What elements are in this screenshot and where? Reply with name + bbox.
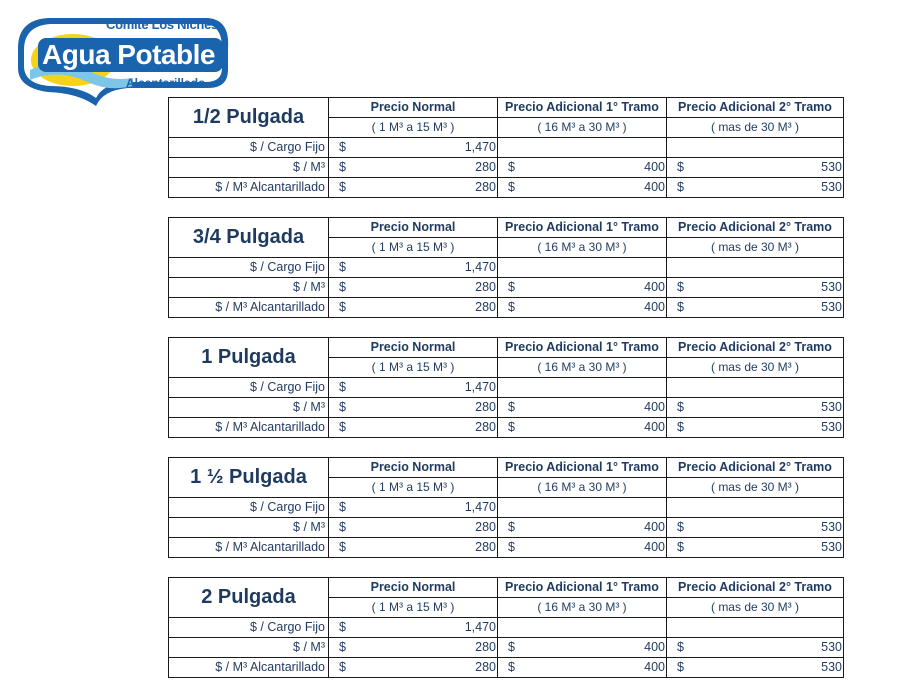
value: 530 <box>821 660 842 674</box>
cell-alc-normal <box>329 418 498 438</box>
value: 400 <box>644 540 665 554</box>
label-m3: $ / M³ <box>169 518 329 538</box>
value: 400 <box>644 660 665 674</box>
cell-empty <box>498 138 667 158</box>
currency-symbol: $ <box>339 500 346 514</box>
subheader-precio-normal: ( 1 M³ a 15 M³ ) <box>329 598 498 618</box>
label-m3: $ / M³ <box>169 638 329 658</box>
row-cargo-fijo <box>169 618 844 638</box>
header-adicional-2: Precio Adicional 2° Tramo <box>667 98 844 118</box>
currency-symbol: $ <box>677 640 684 654</box>
cell-empty <box>498 378 667 398</box>
currency-symbol: $ <box>339 300 346 314</box>
label-m3: $ / M³ <box>169 398 329 418</box>
subheader-adicional-2: ( mas de 30 M³ ) <box>667 478 844 498</box>
agua-potable-logo <box>8 8 233 108</box>
cell-cargo-fijo <box>329 498 498 518</box>
value: 530 <box>821 300 842 314</box>
value: 280 <box>475 540 496 554</box>
table-title: 1 Pulgada <box>169 338 329 378</box>
value: 280 <box>475 660 496 674</box>
cell-alc-normal <box>329 538 498 558</box>
currency-symbol: $ <box>339 260 346 274</box>
value: 400 <box>644 300 665 314</box>
currency-symbol: $ <box>677 300 684 314</box>
cell-alc-tramo2 <box>667 298 844 318</box>
currency-symbol: $ <box>508 640 515 654</box>
cell-empty <box>667 378 844 398</box>
cell-m3-normal <box>329 398 498 418</box>
value: 280 <box>475 640 496 654</box>
currency-symbol: $ <box>339 640 346 654</box>
currency-symbol: $ <box>677 420 684 434</box>
value: 1,470 <box>464 380 496 394</box>
value: 280 <box>475 280 496 294</box>
cell-cargo-fijo <box>329 258 498 278</box>
cell-alc-tramo2 <box>667 538 844 558</box>
label-alcantarillado: $ / M³ Alcantarillado <box>169 418 329 438</box>
label-alcantarillado: $ / M³ Alcantarillado <box>169 538 329 558</box>
currency-symbol: $ <box>677 400 684 414</box>
label-m3: $ / M³ <box>169 278 329 298</box>
cell-empty <box>667 258 844 278</box>
currency-symbol: $ <box>339 660 346 674</box>
currency-symbol: $ <box>339 140 346 154</box>
currency-symbol: $ <box>508 280 515 294</box>
cell-m3-normal <box>329 638 498 658</box>
cell-cargo-fijo <box>329 378 498 398</box>
subheader-precio-normal: ( 1 M³ a 15 M³ ) <box>329 118 498 138</box>
cell-m3-tramo2 <box>667 278 844 298</box>
value: 1,470 <box>464 620 496 634</box>
value: 530 <box>821 420 842 434</box>
currency-symbol: $ <box>339 620 346 634</box>
currency-symbol: $ <box>339 400 346 414</box>
currency-symbol: $ <box>677 520 684 534</box>
subheader-adicional-1: ( 16 M³ a 30 M³ ) <box>498 598 667 618</box>
header-adicional-2: Precio Adicional 2° Tramo <box>667 458 844 478</box>
label-cargo-fijo: $ / Cargo Fijo <box>169 378 329 398</box>
currency-symbol: $ <box>508 520 515 534</box>
logo-top-text: Comité Los Niches <box>106 17 218 32</box>
currency-symbol: $ <box>677 280 684 294</box>
subheader-adicional-2: ( mas de 30 M³ ) <box>667 118 844 138</box>
row-alcantarillado <box>169 298 844 318</box>
cell-alc-tramo1 <box>498 418 667 438</box>
cell-m3-tramo1 <box>498 398 667 418</box>
row-alcantarillado <box>169 658 844 678</box>
currency-symbol: $ <box>677 180 684 194</box>
header-adicional-1: Precio Adicional 1° Tramo <box>498 578 667 598</box>
price-table <box>168 97 844 198</box>
logo-main-text: Agua Potable <box>42 39 215 70</box>
value: 530 <box>821 280 842 294</box>
cell-alc-tramo1 <box>498 658 667 678</box>
price-table <box>168 217 844 318</box>
header-adicional-2: Precio Adicional 2° Tramo <box>667 338 844 358</box>
cell-m3-tramo2 <box>667 158 844 178</box>
value: 280 <box>475 420 496 434</box>
header-adicional-1: Precio Adicional 1° Tramo <box>498 458 667 478</box>
value: 400 <box>644 180 665 194</box>
subheader-precio-normal: ( 1 M³ a 15 M³ ) <box>329 478 498 498</box>
value: 530 <box>821 160 842 174</box>
price-table <box>168 457 844 558</box>
currency-symbol: $ <box>508 400 515 414</box>
cell-alc-tramo1 <box>498 538 667 558</box>
subheader-adicional-1: ( 16 M³ a 30 M³ ) <box>498 238 667 258</box>
currency-symbol: $ <box>508 160 515 174</box>
cell-cargo-fijo <box>329 618 498 638</box>
subheader-adicional-2: ( mas de 30 M³ ) <box>667 238 844 258</box>
currency-symbol: $ <box>508 420 515 434</box>
cell-empty <box>498 618 667 638</box>
cell-alc-tramo2 <box>667 418 844 438</box>
currency-symbol: $ <box>339 280 346 294</box>
cell-alc-tramo1 <box>498 298 667 318</box>
cell-empty <box>498 498 667 518</box>
price-table <box>168 337 844 438</box>
cell-alc-tramo2 <box>667 658 844 678</box>
value: 400 <box>644 640 665 654</box>
currency-symbol: $ <box>677 160 684 174</box>
value: 530 <box>821 640 842 654</box>
row-m3 <box>169 638 844 658</box>
cell-alc-normal <box>329 178 498 198</box>
currency-symbol: $ <box>339 380 346 394</box>
cell-alc-tramo1 <box>498 178 667 198</box>
currency-symbol: $ <box>677 660 684 674</box>
cell-alc-tramo2 <box>667 178 844 198</box>
label-cargo-fijo: $ / Cargo Fijo <box>169 498 329 518</box>
row-m3 <box>169 398 844 418</box>
cell-m3-tramo1 <box>498 638 667 658</box>
value: 280 <box>475 520 496 534</box>
currency-symbol: $ <box>677 540 684 554</box>
currency-symbol: $ <box>339 540 346 554</box>
row-alcantarillado <box>169 178 844 198</box>
header-precio-normal: Precio Normal <box>329 458 498 478</box>
cell-m3-tramo2 <box>667 638 844 658</box>
value: 400 <box>644 400 665 414</box>
subheader-precio-normal: ( 1 M³ a 15 M³ ) <box>329 238 498 258</box>
currency-symbol: $ <box>339 180 346 194</box>
table-title: 2 Pulgada <box>169 578 329 618</box>
cell-m3-tramo1 <box>498 278 667 298</box>
row-m3 <box>169 158 844 178</box>
cell-alc-normal <box>329 658 498 678</box>
subheader-precio-normal: ( 1 M³ a 15 M³ ) <box>329 358 498 378</box>
cell-m3-tramo1 <box>498 158 667 178</box>
row-m3 <box>169 518 844 538</box>
value: 400 <box>644 520 665 534</box>
label-alcantarillado: $ / M³ Alcantarillado <box>169 658 329 678</box>
cell-m3-tramo2 <box>667 518 844 538</box>
table-title: 1/2 Pulgada <box>169 98 329 138</box>
value: 1,470 <box>464 140 496 154</box>
header-adicional-2: Precio Adicional 2° Tramo <box>667 218 844 238</box>
value: 280 <box>475 180 496 194</box>
subheader-adicional-2: ( mas de 30 M³ ) <box>667 598 844 618</box>
value: 530 <box>821 540 842 554</box>
cell-m3-normal <box>329 518 498 538</box>
label-m3: $ / M³ <box>169 158 329 178</box>
currency-symbol: $ <box>339 160 346 174</box>
subheader-adicional-1: ( 16 M³ a 30 M³ ) <box>498 358 667 378</box>
value: 530 <box>821 520 842 534</box>
table-title: 1 ½ Pulgada <box>169 458 329 498</box>
currency-symbol: $ <box>508 180 515 194</box>
header-adicional-1: Precio Adicional 1° Tramo <box>498 218 667 238</box>
label-alcantarillado: $ / M³ Alcantarillado <box>169 298 329 318</box>
currency-symbol: $ <box>508 300 515 314</box>
cell-alc-normal <box>329 298 498 318</box>
header-precio-normal: Precio Normal <box>329 218 498 238</box>
row-cargo-fijo <box>169 258 844 278</box>
cell-empty <box>667 618 844 638</box>
value: 280 <box>475 160 496 174</box>
label-alcantarillado: $ / M³ Alcantarillado <box>169 178 329 198</box>
header-adicional-1: Precio Adicional 1° Tramo <box>498 338 667 358</box>
subheader-adicional-2: ( mas de 30 M³ ) <box>667 358 844 378</box>
currency-symbol: $ <box>339 420 346 434</box>
value: 400 <box>644 280 665 294</box>
value: 530 <box>821 180 842 194</box>
row-alcantarillado <box>169 538 844 558</box>
cell-m3-normal <box>329 158 498 178</box>
currency-symbol: $ <box>508 660 515 674</box>
label-cargo-fijo: $ / Cargo Fijo <box>169 258 329 278</box>
row-cargo-fijo <box>169 378 844 398</box>
value: 400 <box>644 420 665 434</box>
row-alcantarillado <box>169 418 844 438</box>
cell-m3-tramo2 <box>667 398 844 418</box>
row-m3 <box>169 278 844 298</box>
logo-bottom-text: Alcantarillado <box>126 76 206 90</box>
cell-empty <box>667 498 844 518</box>
header-precio-normal: Precio Normal <box>329 338 498 358</box>
row-cargo-fijo <box>169 138 844 158</box>
price-table <box>168 577 844 678</box>
header-adicional-2: Precio Adicional 2° Tramo <box>667 578 844 598</box>
value: 400 <box>644 160 665 174</box>
value: 530 <box>821 400 842 414</box>
cell-m3-tramo1 <box>498 518 667 538</box>
label-cargo-fijo: $ / Cargo Fijo <box>169 618 329 638</box>
row-cargo-fijo <box>169 498 844 518</box>
subheader-adicional-1: ( 16 M³ a 30 M³ ) <box>498 478 667 498</box>
header-precio-normal: Precio Normal <box>329 578 498 598</box>
table-title: 3/4 Pulgada <box>169 218 329 258</box>
cell-m3-normal <box>329 278 498 298</box>
cell-empty <box>667 138 844 158</box>
value: 1,470 <box>464 260 496 274</box>
currency-symbol: $ <box>508 540 515 554</box>
value: 280 <box>475 300 496 314</box>
header-adicional-1: Precio Adicional 1° Tramo <box>498 98 667 118</box>
value: 280 <box>475 400 496 414</box>
currency-symbol: $ <box>339 520 346 534</box>
label-cargo-fijo: $ / Cargo Fijo <box>169 138 329 158</box>
cell-empty <box>498 258 667 278</box>
cell-cargo-fijo <box>329 138 498 158</box>
header-precio-normal: Precio Normal <box>329 98 498 118</box>
subheader-adicional-1: ( 16 M³ a 30 M³ ) <box>498 118 667 138</box>
value: 1,470 <box>464 500 496 514</box>
